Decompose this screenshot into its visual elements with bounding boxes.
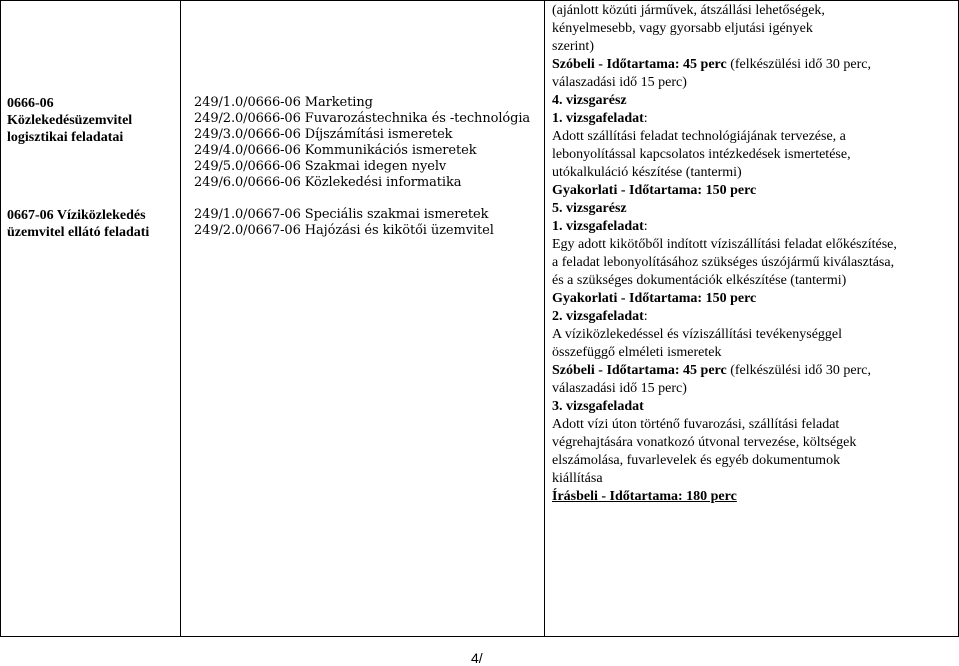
task-heading: 3. vizsgafeladat [552,399,644,414]
text-line: (ajánlott közúti járművek, átszállási lehetőségek, [552,3,825,18]
module-name-0666: 0666-06 Közlekedésüzemvitel logisztikai feladatai [7,96,133,145]
exam-part-heading: 4. vizsgarész [552,93,627,108]
list-item: 249/2.0/0667-06 Hajózási és kikötői üzemvitel [194,223,494,238]
text-line: kényelmesebb, vagy gyorsabb eljutási igények [552,21,813,36]
text-line: szerint) [552,39,594,54]
duration-line: Szóbeli - Időtartama: 45 perc (felkészülési idő 30 perc, [552,363,871,378]
list-item: 249/1.0/0666-06 Marketing [194,95,373,110]
task-heading: 1. vizsgafeladat: [552,111,648,126]
text-line: elszámolása, fuvarlevelek és egyéb dokumentumok [552,453,841,468]
text-line: összefüggő elméleti ismeretek [552,345,722,360]
text-line: válaszadási idő 15 perc) [552,75,687,90]
subject-list-0667 [194,207,494,239]
text-line: válaszadási idő 15 perc) [552,381,687,396]
exam-part-heading: 5. vizsgarész [552,201,627,216]
text-line: és a szükséges dokumentációk elkészítése (tantermi) [552,273,847,288]
task-heading: 2. vizsgafeladat: [552,309,648,324]
task-heading: 1. vizsgafeladat: [552,219,648,234]
text-line: végrehajtására vonatkozó útvonal tervezése, költségek [552,435,857,450]
text-line: a feladat lebonyolításához szükséges úszójármű kiválasztása, [552,255,895,270]
list-item: 249/3.0/0666-06 Díjszámítási ismeretek [194,127,453,142]
list-item: 249/5.0/0666-06 Szakmai idegen nyelv [194,159,447,174]
duration-line: Írásbeli - Időtartama: 180 perc [552,489,737,504]
text-line: kiállítása [552,471,603,486]
page-number: 4/ [471,650,483,666]
text-line: Adott vízi úton történő fuvarozási, szállítási feladat [552,417,840,432]
text-line: Egy adott kikötőből indított víziszállítási feladat előkészítése, [552,237,897,252]
text-line: Adott szállítási feladat technológiájának tervezése, a [552,129,846,144]
subject-list-0666 [194,95,530,191]
duration-line: Gyakorlati - Időtartama: 150 perc [552,183,757,198]
module-name-0667: 0667-06 Víziközlekedés üzemvitel ellátó feladati [7,208,150,240]
duration-line: Gyakorlati - Időtartama: 150 perc [552,291,757,306]
duration-line: Szóbeli - Időtartama: 45 perc (felkészülési idő 30 perc, [552,57,871,72]
list-item: 249/6.0/0666-06 Közlekedési informatika [194,175,462,190]
exam-description [552,2,952,506]
list-item: 249/2.0/0666-06 Fuvarozástechnika és -technológia [194,111,531,126]
text-line: lebonyolítással kapcsolatos intézkedések ismertetése, [552,147,851,162]
text-line: utókalkuláció készítése (tantermi) [552,165,742,180]
text-line: A víziközlekedéssel és víziszállítási tevékenységgel [552,327,843,342]
list-item: 249/4.0/0666-06 Kommunikációs ismeretek [194,143,477,158]
list-item: 249/1.0/0667-06 Speciális szakmai ismeretek [194,207,489,222]
